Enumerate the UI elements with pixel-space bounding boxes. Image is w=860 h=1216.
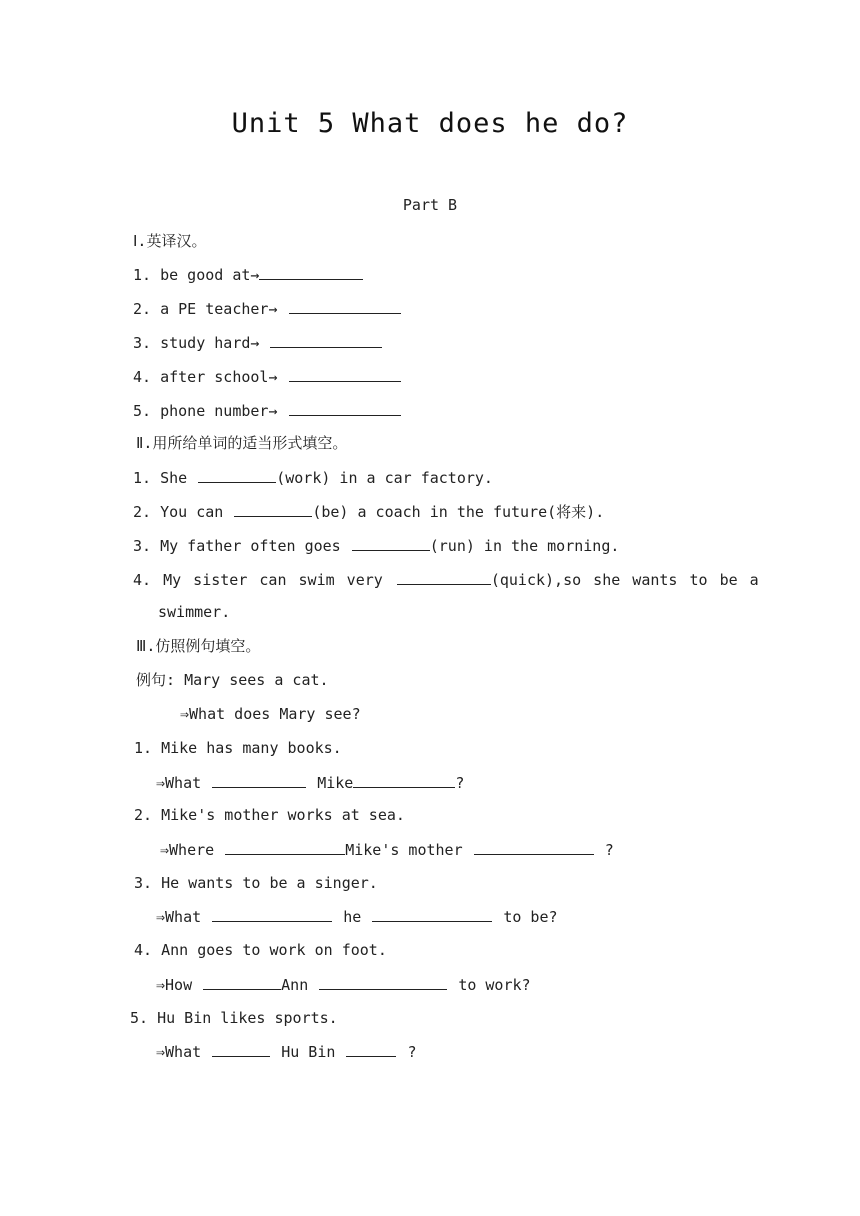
- answer-blank[interactable]: [319, 974, 447, 990]
- answer-mid: he: [343, 908, 362, 926]
- item-text: Hu Bin likes sports.: [157, 1009, 338, 1027]
- item-text: (work) in a car factory.: [276, 469, 493, 487]
- answer-blank[interactable]: [372, 906, 492, 922]
- sec3-item-3-question: [134, 873, 378, 893]
- answer-blank[interactable]: [212, 772, 306, 788]
- answer-blank[interactable]: [270, 332, 382, 348]
- section-2-heading: Ⅱ.用所给单词的适当形式填空。: [136, 434, 348, 452]
- sec3-item-4-question: [134, 940, 387, 960]
- answer-blank[interactable]: [353, 772, 455, 788]
- sec2-item-2: [133, 501, 604, 522]
- item-text: (be) a coach in the future(将来).: [312, 503, 605, 521]
- item-number: 1.: [134, 739, 153, 757]
- answer-blank[interactable]: [397, 569, 491, 585]
- item-number: 3.: [133, 537, 152, 555]
- answer-blank[interactable]: [198, 467, 276, 483]
- answer-blank[interactable]: [346, 1041, 396, 1057]
- answer-mid: Ann: [281, 976, 309, 994]
- sec2-item-1: [133, 467, 493, 488]
- sec1-item-2: [133, 298, 403, 319]
- item-text: a PE teacher→: [160, 300, 278, 318]
- answer-end: ?: [604, 841, 614, 859]
- answer-end: to work?: [458, 976, 531, 994]
- answer-blank[interactable]: [203, 974, 281, 990]
- answer-end: to be?: [503, 908, 558, 926]
- section-3-heading: Ⅲ.仿照例句填空。: [136, 637, 261, 655]
- answer-blank[interactable]: [289, 366, 401, 382]
- item-number: 4.: [133, 571, 152, 589]
- item-text: phone number→: [160, 402, 278, 420]
- sec2-item-4-continued: swimmer.: [158, 603, 231, 621]
- answer-lead: ⇒What: [156, 1043, 202, 1061]
- item-number: 3.: [133, 334, 152, 352]
- item-number: 2.: [133, 300, 152, 318]
- answer-blank[interactable]: [474, 839, 594, 855]
- item-text: (run) in the morning.: [429, 537, 620, 555]
- sec1-item-3: [133, 332, 384, 353]
- example-answer: ⇒What does Mary see?: [180, 705, 361, 723]
- answer-mid: Hu Bin: [281, 1043, 336, 1061]
- answer-blank[interactable]: [212, 1041, 270, 1057]
- item-number: 2.: [134, 806, 153, 824]
- answer-blank[interactable]: [225, 839, 345, 855]
- item-text: He wants to be a singer.: [161, 874, 378, 892]
- item-number: 1.: [133, 469, 152, 487]
- sec3-item-1-question: [134, 738, 342, 758]
- sec2-item-4: [133, 569, 759, 590]
- item-text: after school→: [160, 368, 278, 386]
- item-number: 2.: [133, 503, 152, 521]
- item-text: My sister can swim very: [163, 571, 383, 589]
- answer-lead: ⇒What: [156, 908, 202, 926]
- sec3-item-3-answer: [156, 906, 558, 927]
- item-number: 3.: [134, 874, 153, 892]
- sec2-item-3: [133, 535, 619, 556]
- answer-blank[interactable]: [352, 535, 430, 551]
- item-text: Mike's mother works at sea.: [161, 806, 405, 824]
- example-label: 例句:: [136, 671, 176, 689]
- sec1-item-1: [133, 264, 365, 285]
- answer-blank[interactable]: [212, 906, 332, 922]
- sec3-item-2-answer: [160, 839, 614, 860]
- answer-end: ?: [455, 774, 465, 792]
- item-text: Ann goes to work on foot.: [161, 941, 387, 959]
- answer-mid: Mike's mother: [345, 841, 463, 859]
- item-text: My father often goes: [160, 537, 341, 555]
- answer-blank[interactable]: [289, 298, 401, 314]
- answer-lead: ⇒What: [156, 774, 202, 792]
- answer-blank[interactable]: [234, 501, 312, 517]
- item-number: 1.: [133, 266, 152, 284]
- answer-lead: ⇒How: [156, 976, 193, 994]
- example-sentence: Mary sees a cat.: [184, 671, 329, 689]
- item-number: 5.: [133, 402, 152, 420]
- page-title: Unit 5 What does he do?: [231, 108, 629, 139]
- part-subtitle: Part B: [402, 196, 458, 214]
- item-text: You can: [160, 503, 224, 521]
- sec1-item-4: [133, 366, 403, 387]
- item-text: study hard→: [160, 334, 260, 352]
- sec3-item-2-question: [134, 805, 405, 825]
- answer-blank[interactable]: [259, 264, 363, 280]
- item-number: 5.: [130, 1009, 149, 1027]
- sec3-item-5-answer: [156, 1041, 417, 1062]
- example-row: [136, 670, 329, 690]
- item-text: She: [160, 469, 188, 487]
- item-text: Mike has many books.: [161, 739, 342, 757]
- sec3-item-5-question: [130, 1008, 338, 1028]
- section-1-heading: Ⅰ.英译汉。: [133, 232, 207, 250]
- item-number: 4.: [134, 941, 153, 959]
- answer-end: ?: [407, 1043, 417, 1061]
- sec3-item-4-answer: [156, 974, 531, 995]
- item-text: (quick),so she wants to be a: [490, 571, 759, 589]
- answer-lead: ⇒Where: [160, 841, 215, 859]
- sec1-item-5: [133, 400, 403, 421]
- item-number: 4.: [133, 368, 152, 386]
- sec3-item-1-answer: [156, 772, 464, 793]
- answer-blank[interactable]: [289, 400, 401, 416]
- item-text: be good at→: [160, 266, 260, 284]
- answer-mid: Mike: [317, 774, 354, 792]
